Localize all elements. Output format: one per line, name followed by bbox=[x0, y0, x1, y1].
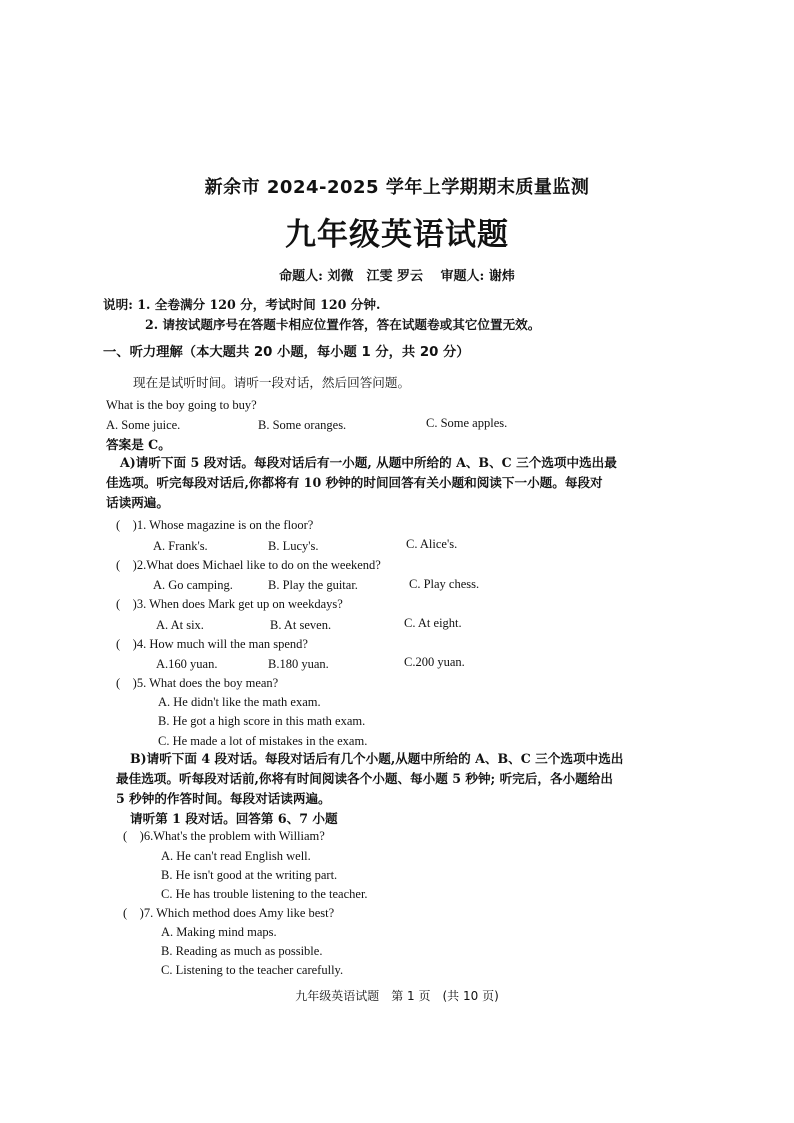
question-6: ( )6.What's the problem with William? bbox=[123, 829, 325, 843]
exam-authors: 命题人: 刘微 江雯 罗云 审题人: 谢炜 bbox=[279, 269, 515, 284]
q3-option-c: C. At eight. bbox=[404, 616, 462, 630]
q7-option-c: C. Listening to the teacher carefully. bbox=[161, 963, 344, 977]
part-a-instruction-1: A)请听下面 5 段对话。每段对话后有一小题, 从题中所给的 A、B、C 三个选项中选出最 bbox=[120, 455, 617, 470]
q4-option-a: A.160 yuan. bbox=[156, 657, 218, 671]
part-b-instruction-3: 5 秒钟的作答时间。每段对话读两遍。 bbox=[116, 791, 331, 806]
part-b-instruction-2: 最佳选项。听每段对话前,你将有时间阅读各个小题、每小题 5 秒钟; 听完后，各小题给出 bbox=[116, 771, 613, 786]
question-5: ( )5. What does the boy mean? bbox=[116, 676, 279, 690]
q3-option-a: A. At six. bbox=[156, 618, 204, 632]
section-heading: 一、听力理解（本大题共 20 小题，每小题 1 分，共 20 分） bbox=[103, 345, 470, 360]
q6-option-a: A. He can't read English well. bbox=[161, 849, 311, 863]
q6-option-c: C. He has trouble listening to the teacher. bbox=[161, 887, 368, 901]
q3-option-b: B. At seven. bbox=[270, 618, 332, 632]
q6-option-b: B. He isn't good at the writing part. bbox=[161, 868, 338, 882]
example-option-b: B. Some oranges. bbox=[258, 418, 347, 432]
notes-line-1: 说明: 1. 全卷满分 120 分，考试时间 120 分钟. bbox=[103, 297, 381, 312]
part-a-instruction-3: 话读两遍。 bbox=[106, 495, 169, 510]
q7-option-b: B. Reading as much as possible. bbox=[161, 944, 323, 958]
notes-line-2: 2. 请按试题序号在答题卡相应位置作答，答在试题卷或其它位置无效。 bbox=[145, 317, 541, 332]
example-intro: 现在是试听时间。请听一段对话，然后回答问题。 bbox=[133, 375, 411, 390]
question-2: ( )2.What does Michael like to do on the weekend? bbox=[116, 558, 381, 572]
q1-option-a: A. Frank's. bbox=[153, 539, 208, 553]
part-b-subheading: 请听第 1 段对话。回答第 6、7 小题 bbox=[130, 811, 338, 826]
question-3: ( )3. When does Mark get up on weekdays? bbox=[116, 597, 343, 611]
example-option-a: A. Some juice. bbox=[106, 418, 181, 432]
page-footer: 九年级英语试题 第 1 页 (共 10 页) bbox=[295, 989, 499, 1003]
question-7: ( )7. Which method does Amy like best? bbox=[123, 906, 335, 920]
q4-option-b: B.180 yuan. bbox=[268, 657, 329, 671]
q5-option-a: A. He didn't like the math exam. bbox=[158, 695, 321, 709]
q5-option-c: C. He made a lot of mistakes in the exam. bbox=[158, 734, 368, 748]
example-answer: 答案是 C。 bbox=[106, 437, 171, 452]
q2-option-a: A. Go camping. bbox=[153, 578, 233, 592]
q4-option-c: C.200 yuan. bbox=[404, 655, 465, 669]
part-b-instruction-1: B)请听下面 4 段对话。每段对话后有几个小题,从题中所给的 A、B、C 三个选项中选出 bbox=[130, 751, 624, 766]
q1-option-c: C. Alice's. bbox=[406, 537, 458, 551]
example-option-c: C. Some apples. bbox=[426, 416, 508, 430]
q1-option-b: B. Lucy's. bbox=[268, 539, 319, 553]
q7-option-a: A. Making mind maps. bbox=[161, 925, 277, 939]
exam-subtitle: 新余市 2024-2025 学年上学期期末质量监测 bbox=[204, 177, 590, 198]
example-question: What is the boy going to buy? bbox=[106, 398, 257, 412]
question-4: ( )4. How much will the man spend? bbox=[116, 637, 308, 651]
part-a-instruction-2: 佳选项。听完每段对话后,你都将有 10 秒钟的时间回答有关小题和阅读下一小题。每段对 bbox=[106, 475, 603, 490]
q2-option-b: B. Play the guitar. bbox=[268, 578, 358, 592]
q2-option-c: C. Play chess. bbox=[409, 577, 480, 591]
question-1: ( )1. Whose magazine is on the floor? bbox=[116, 518, 314, 532]
q5-option-b: B. He got a high score in this math exam. bbox=[158, 714, 366, 728]
exam-title: 九年级英语试题 bbox=[285, 217, 509, 253]
